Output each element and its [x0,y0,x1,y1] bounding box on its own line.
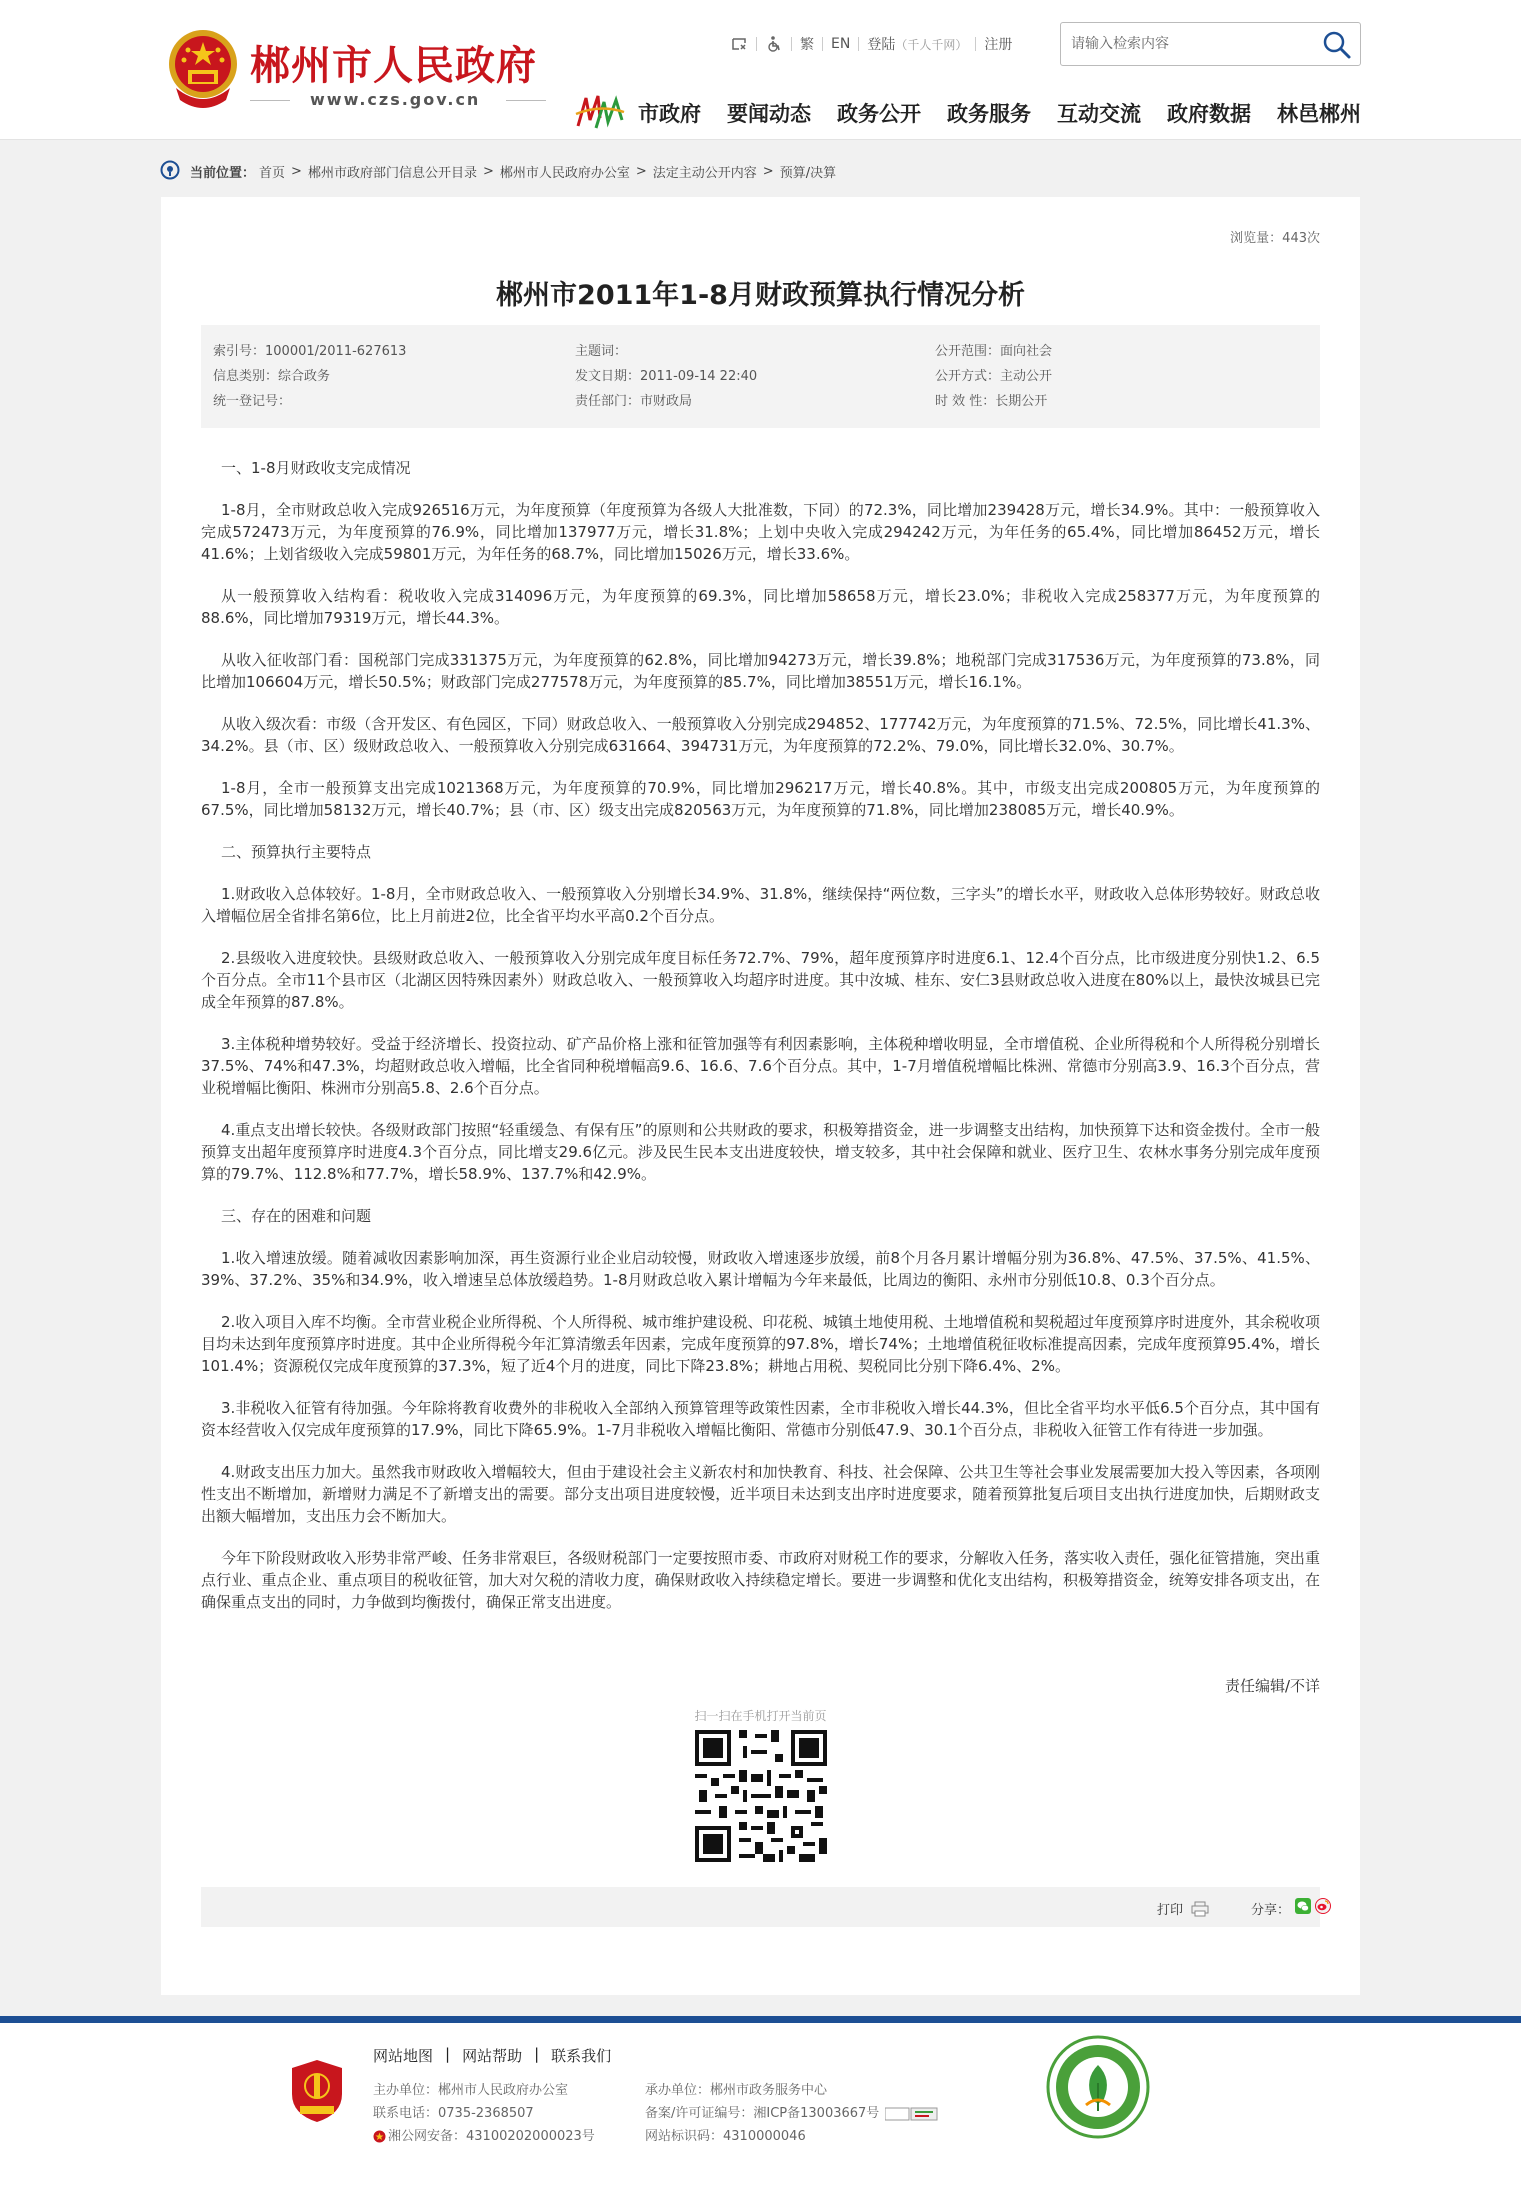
paragraph: 4.财政支出压力加大。虽然我市财政收入增幅较大，但由于建设社会主义新农村和加快教育、科技、社会保障、公共卫生等社会事业发展需要加大投入等因素，各项刚性支出不断增加，新增财力满足不了新增支出的需要。部分支出项目进度较慢，近半项目未达到支出序时进度要求，随着预算批复后项目支出执行进度加快，后期财政支出额大幅增加，支出压力会不断加大。 [201,1463,1320,1525]
divider: | [445,2045,451,2063]
article-title: 郴州市2011年1-8月财政预算执行情况分析 [496,280,1025,311]
nav-item-interaction[interactable]: 互动交流 [1057,102,1141,126]
nav-item-linyi[interactable]: 林邑郴州 [1277,102,1361,126]
breadcrumb [160,160,836,182]
paragraph: 1-8月，全市财政总收入完成926516万元，为年度预算（年度预算为各级人大批准数，下同）的72.3%，同比增加239428万元，增长34.9%。其中：一般预算收入完成572473万元，为年度预算的76.9%，同比增加137977万元，增长31.8%；上划中央收入完成294242万元，为年任务的65.4%，同比增加86452万元，增长41.6%；上划省级收入完成59801万元，为年任务的68.7%，同比增加15026万元，增长33.6%。 [201,501,1320,563]
footer-organizer: 承办单位：郴州市政务服务中心 [645,2083,828,2098]
breadcrumb-separator: > [762,163,774,179]
party-government-badge-icon[interactable] [290,2058,344,2124]
meta-column-1 [213,339,406,414]
footer-info-right [645,2079,939,2148]
nav-item-news[interactable]: 要闻动态 [727,102,811,126]
location-pin-icon [160,160,180,182]
breadcrumb-separator: > [291,163,302,179]
breadcrumb-statutory[interactable]: 法定主动公开内容 [652,165,757,181]
meta-reg-no: 统一登记号： [213,394,292,409]
printer-icon [1191,1901,1209,1917]
paragraph: 2.县级收入进度较快。县级财政总收入、一般预算收入分别完成年度目标任务72.7%、79%，超年度预算序时进度6.1、12.4个百分点，比市级进度分别快1.2、6.5个百分点。全市11个县市区（北湖区因特殊因素外）财政总收入、一般预算收入均超序时进度。其中汝城、桂东、安仁3县财政总收入进度在80%以上，最快汝城县已完成全年预算的87.8%。 [201,949,1320,1011]
qr-code-icon [695,1730,827,1862]
english-link[interactable]: EN [831,36,851,52]
police-badge-icon [373,2130,386,2143]
share-label: 分享： [1251,1903,1291,1918]
breadcrumb-separator: > [635,163,647,179]
article-meta [201,325,1320,428]
view-count: 浏览量：443次 [1230,231,1320,246]
share-bar [201,1887,1320,1927]
paragraph: 1.收入增速放缓。随着减收因素影响加深，再生资源行业企业启动较慢，财政收入增速逐步放缓，前8个月各月累计增幅分别为36.8%、47.5%、37.5%、41.5%、39%、37.2%、35%和34.9%，收入增速呈总体放缓趋势。1-8月财政总收入累计增幅为今年来最低，比周边的衡阳、永州市分别低10.8、0.3个百分点。 [201,1249,1320,1289]
login-note: （千人千网） [895,37,968,52]
footer-icp-text[interactable]: 备案/许可证编号：湘ICP备13003667号 [645,2106,880,2121]
meta-keyword: 主题词： [575,344,628,359]
traditional-chinese-link[interactable]: 繁 [800,37,814,53]
breadcrumb-catalog[interactable]: 郴州市政府部门信息公开目录 [307,165,477,181]
responsible-editor: 责任编辑/不详 [1224,1677,1320,1695]
meta-column-3 [935,339,1052,414]
footer-link-sitemap[interactable]: 网站地图 [373,2047,434,2065]
paragraph: 2.收入项目入库不均衡。全市营业税企业所得税、个人所得税、城市维护建设税、印花税、城镇土地使用税、土地增值税和契税超过年度预算序时进度外，其余税收项目均未达到年度预算序时进度。其中企业所得税今年汇算清缴丢年因素，完成年度预算的97.8%，增长74%；土地增值税征收标准提高因素，完成年度预算95.4%，增长101.4%；资源税仅完成年度预算的37.3%，短了近4个月的进度，同比下降23.8%；耕地占用税、契税同比分别下降6.4%、2%。 [201,1313,1320,1375]
accessibility-tool[interactable] [722,35,756,53]
national-emblem-icon[interactable] [166,28,240,112]
site-header [0,0,1521,140]
print-label: 打印 [1157,1903,1184,1918]
breadcrumb-label: 当前位置： [190,165,256,181]
civilized-city-badge-icon[interactable] [1046,2035,1150,2139]
main-nav [638,98,1361,128]
footer-phone: 联系电话：0735-2368507 [373,2106,534,2121]
barrier-free-icon [730,35,748,53]
login-label: 登陆 [867,37,896,53]
search-icon[interactable] [1322,30,1352,60]
paragraph: 今年下阶段财政收入形势非常严峻、任务非常艰巨，各级财税部门一定要按照市委、市政府对财税工作的要求，分解收入任务，落实收入责任，强化征管措施，突出重点行业、重点企业、重点项目的税收征管，加大对欠税的清收力度，确保财政收入持续稳定增长。要进一步调整和优化支出结构，积极筹措资金，统筹安排各项支出，在确保重点支出的同时，力争做到均衡拨付，确保正常支出进度。 [201,1549,1320,1611]
footer-icp [645,2102,939,2125]
footer-site-code: 网站标识码：4310000046 [645,2129,806,2144]
footer-link-contact[interactable]: 联系我们 [551,2047,612,2065]
footer-link-help[interactable]: 网站帮助 [462,2047,523,2065]
search-box [1060,22,1361,66]
meta-method: 公开方式：主动公开 [935,369,1053,384]
article-body [201,457,1320,1633]
meta-dept: 责任部门：市财政局 [575,394,693,409]
nav-item-gov-affairs[interactable]: 政务公开 [837,102,921,126]
search-input[interactable] [1071,33,1301,55]
breadcrumb-home[interactable]: 首页 [259,165,286,181]
footer-divider [0,2016,1521,2023]
footer-host: 主办单位：郴州市人民政府办公室 [373,2083,569,2098]
paragraph: 4.重点支出增长较快。各级财政部门按照“轻重缓急、有保有压”的原则和公共财政的要求，积极筹措资金，进一步调整支出结构，加快预算下达和资金拨付。全市一般预算支出超年度预算序时进度4.3个百分点，同比增支29.6亿元。涉及民生民本支出进度较快，增支较多，其中社会保障和就业、医疗卫生、农林水事务分别完成年度预算的79.7%、112.8%和77.7%，增长58.9%、137.7%和42.9%。 [201,1121,1320,1183]
cnzz-stat-icon[interactable] [885,2107,939,2121]
meta-scope: 公开范围：面向社会 [935,344,1053,359]
paragraph: 3.非税收入征管有待加强。今年除将教育收费外的非税收入全部纳入预算管理等政策性因素，全市非税收入增长44.3%，但比全省平均水平低6.5个百分点，其中国有资本经营收入仅完成年度预算的17.9%，同比下降65.9%。1-7月非税收入增幅比衡阳、常德市分别低47.9、30.1个百分点，非税收入征管工作有待进一步加强。 [201,1399,1320,1439]
article-container [161,197,1360,1995]
footer-links [373,2045,611,2066]
footer-police-text: 湘公网安备：43100202000023号 [388,2129,595,2144]
paragraph: 从收入征收部门看：国税部门完成331375万元，为年度预算的62.8%，同比增加94273万元，增长39.8%；地税部门完成317536万元，为年度预算的73.8%，同比增加106604万元，增长50.5%；财政部门完成277578万元，为年度预算的85.7%，同比增加38551万元，增长16.1%。 [201,651,1320,691]
login-link[interactable] [859,34,975,54]
breadcrumb-office[interactable]: 郴州市人民政府办公室 [499,165,630,181]
divider [250,100,290,101]
paragraph: 从一般预算收入结构看：税收收入完成314096万元，为年度预算的69.3%，同比增加58658万元，增长23.0%；非税收入完成258377万元，为年度预算的88.6%，同比增加79319万元，增长44.3%。 [201,587,1320,627]
nav-decoration-icon [574,90,626,134]
site-url-block [250,88,546,112]
wheelchair-icon [765,35,783,53]
qr-caption: 扫一扫在手机打开当前页 [694,1709,827,1723]
meta-validity: 时 效 性：长期公开 [935,394,1048,409]
meta-column-2 [575,339,757,414]
weibo-icon[interactable] [1315,1898,1331,1914]
divider: | [534,2045,540,2063]
site-title[interactable]: 郴州市人民政府 [250,43,537,89]
print-button[interactable] [1157,1899,1209,1918]
paragraph: 3.主体税种增势较好。受益于经济增长、投资拉动、矿产品价格上涨和征管加强等有利因素影响，主体税种增收明显，全市增值税、企业所得税和个人所得税分别增长37.5%、74%和47.3%，均超财政总收入增幅，比全省同种税增幅高9.6、16.6、7.6个百分点。其中，1-7月增值税增幅比株洲、常德市分别高3.9、16.3个百分点，营业税增幅比衡阳、株洲市分别高5.8、2.6个百分点。 [201,1035,1320,1097]
footer-police-record[interactable] [373,2125,595,2148]
register-link[interactable]: 注册 [984,37,1013,53]
site-footer [0,2023,1521,2196]
top-toolbar [722,34,1020,54]
footer-info-left [373,2079,595,2148]
site-url: www.czs.gov.cn [310,90,481,109]
breadcrumb-budget[interactable]: 预算/决算 [779,165,837,181]
nav-item-services[interactable]: 政务服务 [947,102,1031,126]
nav-item-data[interactable]: 政府数据 [1167,102,1251,126]
paragraph: 1-8月，全市一般预算支出完成1021368万元，为年度预算的70.9%，同比增加296217万元，增长40.8%。其中，市级支出完成200805万元，为年度预算的67.5%，同比增加58132万元，增长40.7%；县（市、区）级支出完成820563万元，为年度预算的71.8%，同比增加238085万元，增长40.9%。 [201,779,1320,819]
paragraph: 从收入级次看：市级（含开发区、有色园区，下同）财政总收入、一般预算收入分别完成294852、177742万元，为年度预算的71.5%、72.5%，同比增长41.3%、34.2%。县（市、区）级财政总收入、一般预算收入分别完成631664、394731万元，为年度预算的72.2%、79.0%，同比增长32.0%、30.7%。 [201,715,1320,755]
section-heading: 二、预算执行主要特点 [221,843,372,861]
elder-mode-tool[interactable] [757,35,791,53]
wechat-icon[interactable] [1295,1898,1311,1914]
meta-date: 发文日期：2011-09-14 22:40 [575,369,758,384]
paragraph: 1.财政收入总体较好。1-8月，全市财政总收入、一般预算收入分别增长34.9%、31.8%，继续保持“两位数，三字头”的增长水平，财政收入总体形势较好。财政总收入增幅位居全省排名第6位，比上月前进2位，比全省平均水平高0.2个百分点。 [201,885,1320,925]
section-heading: 三、存在的困难和问题 [221,1207,372,1225]
divider [506,100,546,101]
meta-index-no: 索引号：100001/2011-627613 [213,344,407,359]
breadcrumb-separator: > [482,163,494,179]
meta-category: 信息类别：综合政务 [213,369,331,384]
nav-item-city-gov[interactable]: 市政府 [638,102,701,126]
section-heading: 一、1-8月财政收支完成情况 [221,459,411,477]
